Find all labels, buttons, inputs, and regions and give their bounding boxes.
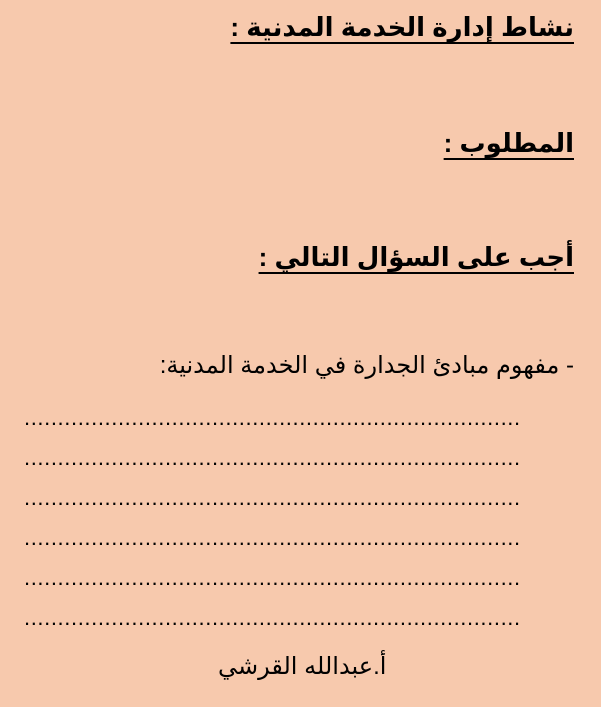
answer-line: .......................................................................... [24, 485, 521, 510]
required-heading: المطلوب : [443, 128, 574, 158]
instruction-heading: أجب على السؤال التالي : [258, 242, 574, 272]
worksheet-title: نشاط إدارة الخدمة المدنية : [230, 12, 574, 42]
answer-line: .......................................................................... [24, 405, 521, 430]
answer-line: .......................................................................... [24, 525, 521, 550]
question-text: - مفهوم مبادئ الجدارة في الخدمة المدنية: [159, 352, 574, 379]
teacher-signature: أ.عبدالله القرشي [218, 653, 387, 680]
answer-lines [24, 405, 574, 645]
answer-line: .......................................................................... [24, 605, 521, 630]
answer-line: .......................................................................... [24, 565, 521, 590]
answer-line: .......................................................................... [24, 445, 521, 470]
